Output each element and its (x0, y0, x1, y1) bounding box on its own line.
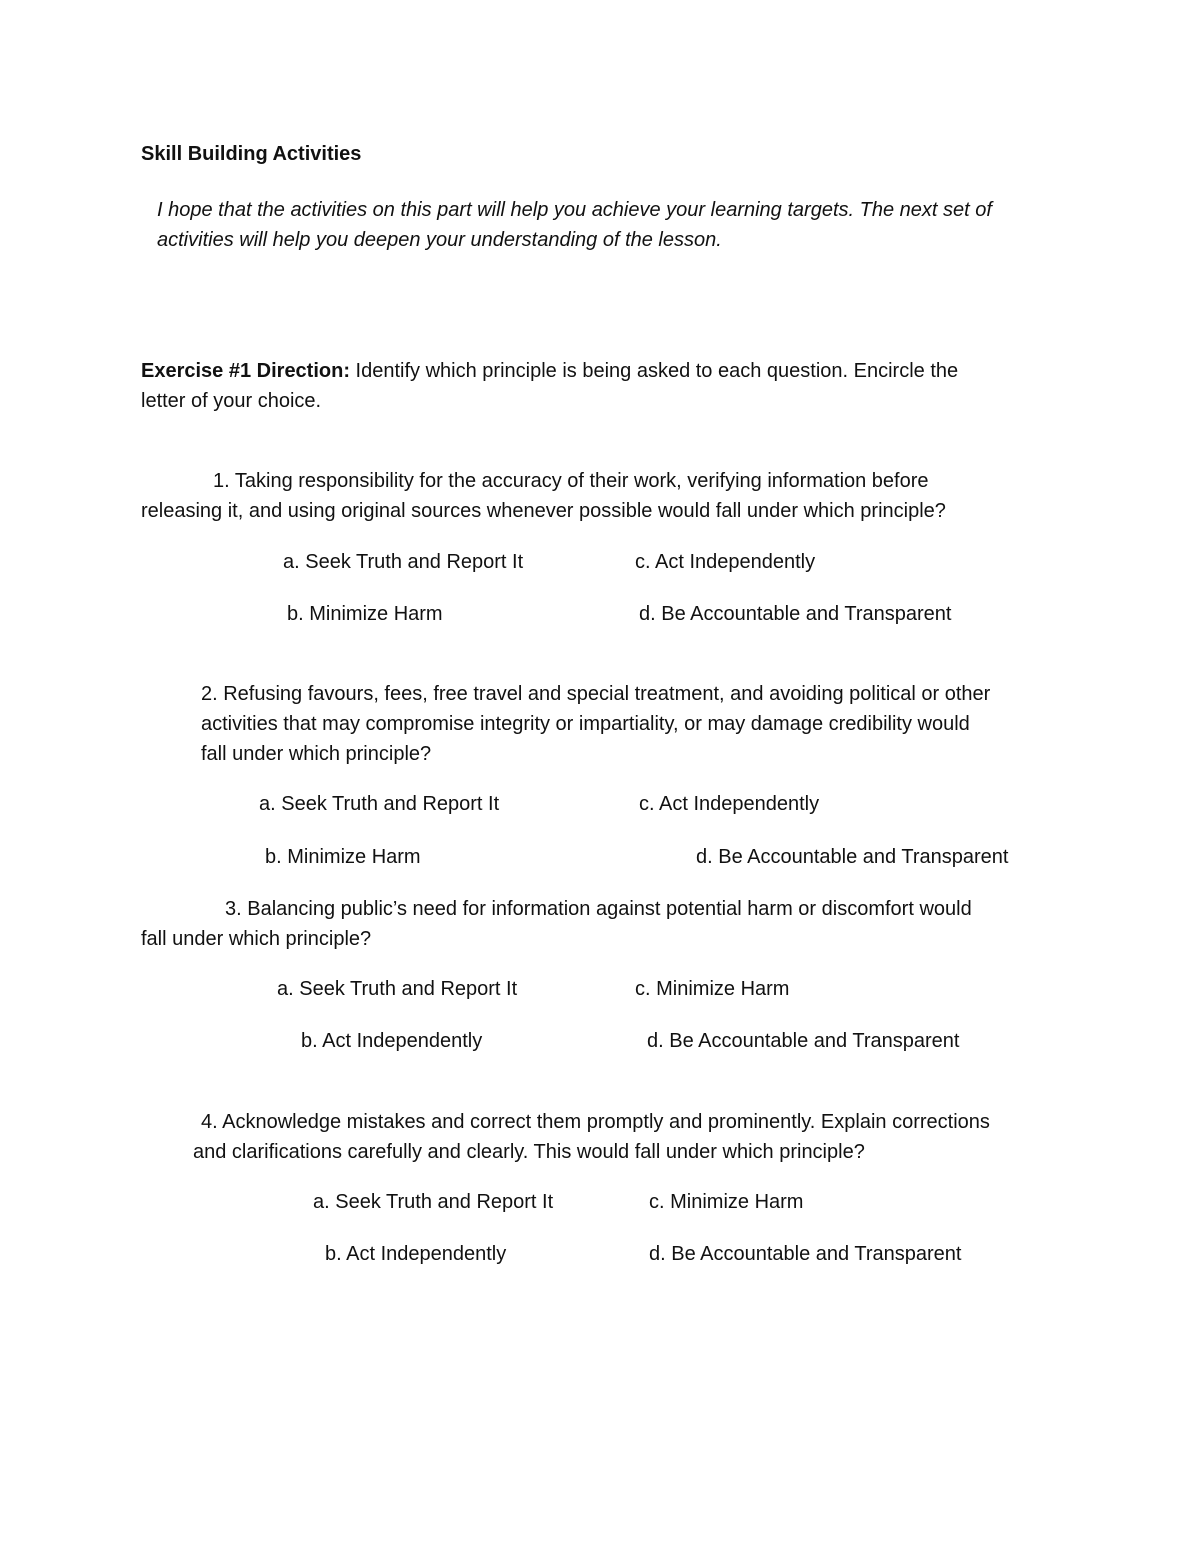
question-4-choice-a[interactable]: a. Seek Truth and Report It (313, 1191, 554, 1213)
question-1-line-1: 1. Taking responsibility for the accuracy of their work, verifying information before (213, 470, 929, 492)
question-1-choice-d[interactable]: d. Be Accountable and Transparent (639, 603, 952, 625)
question-1-choice-a[interactable]: a. Seek Truth and Report It (283, 551, 524, 573)
question-2-line-1: 2. Refusing favours, fees, free travel and special treatment, and avoiding political or other (201, 683, 991, 705)
question-3-choice-a[interactable]: a. Seek Truth and Report It (277, 978, 518, 1000)
question-1-choice-b[interactable]: b. Minimize Harm (287, 603, 443, 625)
question-2-choice-b[interactable]: b. Minimize Harm (265, 846, 421, 868)
question-4-line-1: 4. Acknowledge mistakes and correct them promptly and prominently. Explain corrections (201, 1111, 990, 1133)
question-2-choice-d[interactable]: d. Be Accountable and Transparent (696, 846, 1009, 868)
question-2-choice-a[interactable]: a. Seek Truth and Report It (259, 793, 500, 815)
question-2-choice-c[interactable]: c. Act Independently (639, 793, 820, 815)
question-3-choice-d[interactable]: d. Be Accountable and Transparent (647, 1030, 960, 1052)
question-4-choice-c[interactable]: c. Minimize Harm (649, 1191, 804, 1213)
exercise-label: Exercise #1 Direction: (141, 360, 350, 382)
question-3-choice-c[interactable]: c. Minimize Harm (635, 978, 790, 1000)
exercise-direction-text: Identify which principle is being asked to each question. Encircle the (350, 360, 959, 382)
question-1-line-2: releasing it, and using original sources whenever possible would fall under which principle? (141, 500, 946, 522)
exercise-direction-line-1 (141, 357, 958, 386)
intro-line-1: I hope that the activities on this part will help you achieve your learning targets. The next set of (157, 199, 992, 221)
question-1-choice-c[interactable]: c. Act Independently (635, 551, 816, 573)
question-3-line-1: 3. Balancing public’s need for information against potential harm or discomfort would (225, 898, 972, 920)
question-2-line-3: fall under which principle? (201, 743, 432, 765)
question-3-line-2: fall under which principle? (141, 928, 372, 950)
question-4-choice-d[interactable]: d. Be Accountable and Transparent (649, 1243, 962, 1265)
intro-line-2: activities will help you deepen your understanding of the lesson. (157, 229, 722, 251)
question-4-line-2: and clarifications carefully and clearly. This would fall under which principle? (193, 1141, 865, 1163)
question-4-choice-b[interactable]: b. Act Independently (325, 1243, 507, 1265)
question-2-line-2: activities that may compromise integrity or impartiality, or may damage credibility would (201, 713, 970, 735)
exercise-direction-line-2: letter of your choice. (141, 390, 322, 412)
question-3-choice-b[interactable]: b. Act Independently (301, 1030, 483, 1052)
section-title: Skill Building Activities (141, 143, 362, 165)
